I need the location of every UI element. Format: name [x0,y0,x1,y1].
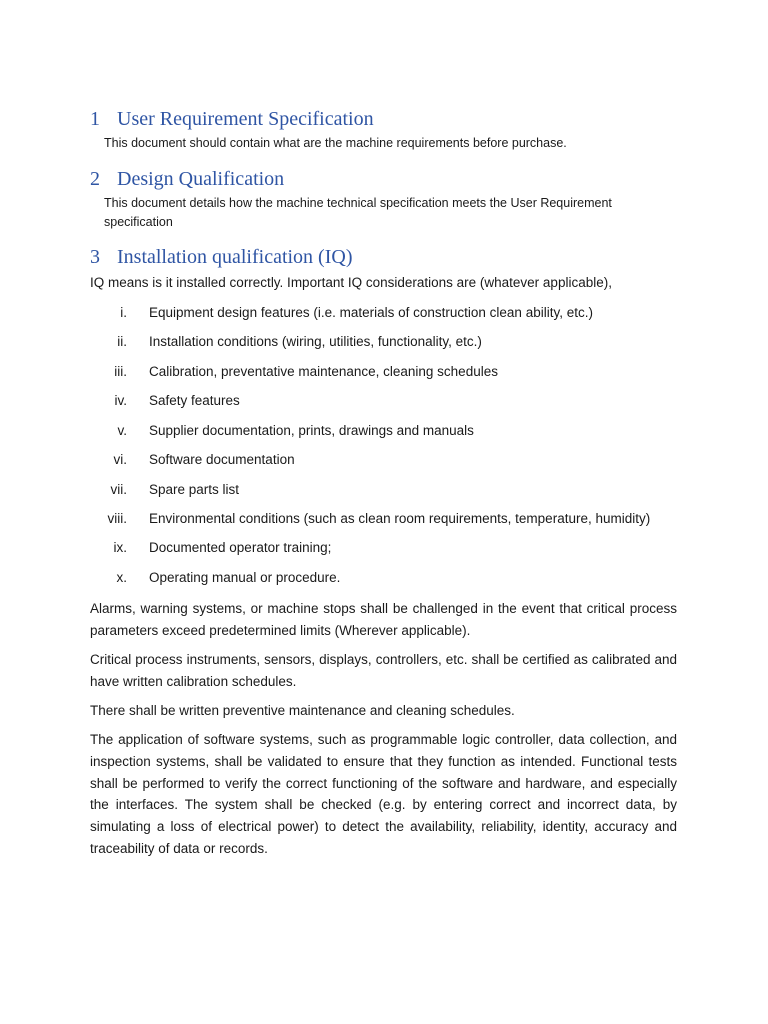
paragraph-alarms: Alarms, warning systems, or machine stops shall be challenged in the event that critical process parameters exceed predetermined limits (Wherever applicable). [90,601,677,638]
list-marker: ix. [113,540,127,555]
list-text: Spare parts list [149,482,240,497]
list-item [90,332,690,352]
list-marker: iii. [114,364,127,379]
list-marker: vi. [113,452,127,467]
list-marker: ii. [117,334,127,349]
section-2-description: This document details how the machine technical specification meets the User Requirement specification [104,196,612,229]
list-text: Software documentation [149,452,295,467]
section-1-title: User Requirement Specification [117,108,374,130]
list-item [90,391,690,411]
list-item [90,362,690,382]
section-2-number: 2 [90,168,100,190]
list-marker: i. [120,305,127,320]
section-1-heading [90,108,374,131]
paragraph-maintenance: There shall be written preventive maintenance and cleaning schedules. [90,703,515,718]
list-marker: iv. [114,393,127,408]
section-3-intro: IQ means is it installed correctly. Important IQ considerations are (whatever applicable), [90,275,612,290]
list-text: Installation conditions (wiring, utilities, functionality, etc.) [149,334,482,349]
section-2-heading [90,168,284,191]
list-item [90,303,690,323]
list-text: Equipment design features (i.e. materials of construction clean ability, etc.) [149,305,593,320]
section-3-title: Installation qualification (IQ) [117,246,353,268]
list-text: Safety features [149,393,240,408]
list-item [90,480,690,500]
list-text: Environmental conditions (such as clean room requirements, temperature, humidity) [149,511,651,526]
list-item [90,450,690,470]
section-2-title: Design Qualification [117,168,285,190]
paragraph-software: The application of software systems, such as programmable logic controller, data collection, and inspection systems, shall be validated to ensure that they function as intended. Functional tests shall be performed to verify the correct functioning of the software and hardware, and especially the interfaces. The system shall be checked (e.g. by entering correct and incorrect data, by simulating a loss of electrical power) to detect the availability, reliability, identity, accuracy and traceability of data or records. [90,732,677,856]
list-text: Documented operator training; [149,540,332,555]
list-item [90,538,690,558]
list-text: Calibration, preventative maintenance, cleaning schedules [149,364,498,379]
list-marker: v. [117,423,127,438]
list-item [90,568,690,588]
list-marker: x. [116,570,127,585]
section-1-number: 1 [90,108,100,130]
list-text: Supplier documentation, prints, drawings and manuals [149,423,474,438]
list-marker: viii. [107,511,127,526]
list-marker: vii. [110,482,127,497]
section-3-heading [90,246,352,269]
section-1-description: This document should contain what are the machine requirements before purchase. [104,136,567,150]
list-text: Operating manual or procedure. [149,570,341,585]
list-item [90,509,690,529]
list-item [90,421,690,441]
paragraph-instruments: Critical process instruments, sensors, displays, controllers, etc. shall be certified as calibrated and have written calibration schedules. [90,652,677,689]
section-3-number: 3 [90,246,100,268]
